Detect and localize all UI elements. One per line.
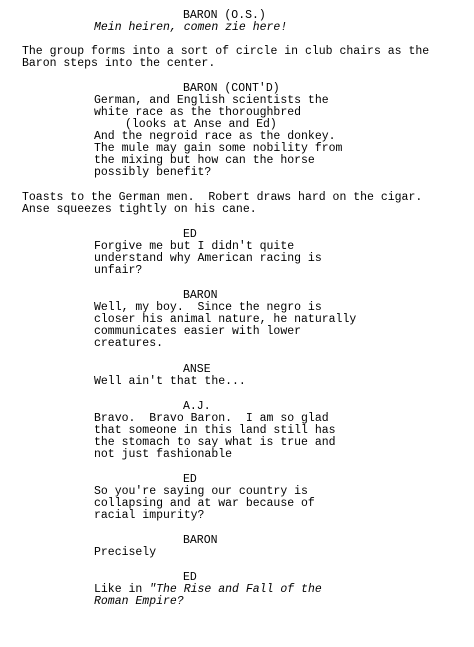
- dialogue-line: Mein heiren, comen zie here!: [94, 21, 288, 34]
- dialogue-line: Well ain't that the...: [94, 375, 246, 388]
- character-name: ED: [183, 571, 197, 584]
- dialogue-line: understand why American racing is: [94, 252, 322, 265]
- dialogue-line: the stomach to say what is true and: [94, 436, 336, 449]
- dialogue-line: communicates easier with lower: [94, 325, 302, 338]
- character-name: ED: [183, 228, 197, 241]
- dialogue-line: Well, my boy. Since the negro is: [94, 301, 322, 314]
- dialogue-text: Like in: [94, 583, 150, 596]
- action-line: Baron steps into the center.: [22, 57, 216, 70]
- dialogue-line: And the negroid race as the donkey.: [94, 130, 336, 143]
- dialogue-line: collapsing and at war because of: [94, 497, 315, 510]
- parenthetical: (looks at Anse and Ed): [125, 118, 277, 131]
- character-name: BARON (CONT'D): [183, 82, 280, 95]
- dialogue-line: not just fashionable: [94, 448, 233, 461]
- dialogue-line: German, and English scientists the: [94, 94, 329, 107]
- dialogue-line: creatures.: [94, 337, 164, 350]
- dialogue-line: closer his animal nature, he naturally: [94, 313, 357, 326]
- character-name: ED: [183, 473, 197, 486]
- character-name: A.J.: [183, 400, 211, 413]
- dialogue-line: white race as the thoroughbred: [94, 106, 302, 119]
- character-name: BARON (O.S.): [183, 9, 266, 22]
- action-line: The group forms into a sort of circle in club chairs as the: [22, 45, 430, 58]
- character-name: ANSE: [183, 363, 211, 376]
- character-name: BARON: [183, 534, 218, 547]
- dialogue-line: the mixing but how can the horse: [94, 154, 315, 167]
- dialogue-line: Precisely: [94, 546, 157, 559]
- dialogue-line: The mule may gain some nobility from: [94, 142, 343, 155]
- character-name: BARON: [183, 289, 218, 302]
- dialogue-line: Forgive me but I didn't quite: [94, 240, 295, 253]
- dialogue-line: So you're saying our country is: [94, 485, 308, 498]
- dialogue-line: possibly benefit?: [94, 166, 212, 179]
- dialogue-line: Roman Empire?: [94, 595, 184, 608]
- action-line: Toasts to the German men. Robert draws hard on the cigar.: [22, 191, 423, 204]
- dialogue-line: Bravo. Bravo Baron. I am so glad: [94, 412, 329, 425]
- action-line: Anse squeezes tightly on his cane.: [22, 203, 257, 216]
- dialogue-text-italic: "The Rise and Fall of the: [149, 583, 322, 596]
- dialogue-line: unfair?: [94, 264, 143, 277]
- dialogue-line: racial impurity?: [94, 509, 205, 522]
- dialogue-line: that someone in this land still has: [94, 424, 336, 437]
